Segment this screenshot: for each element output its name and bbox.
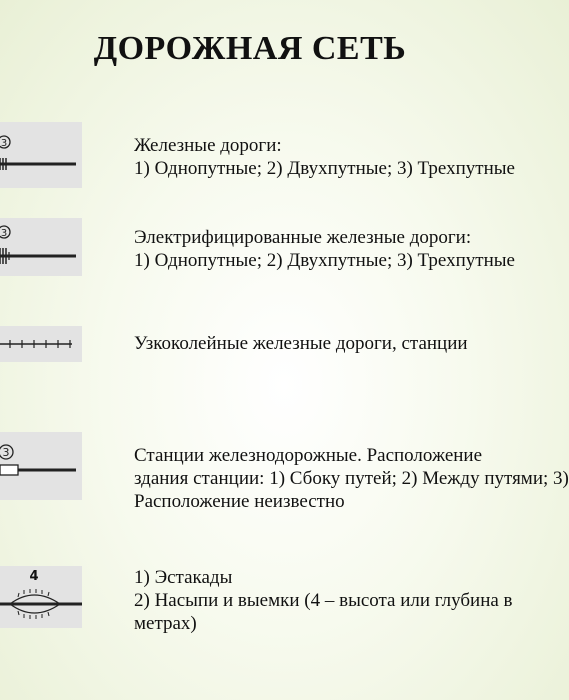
electrified-railway-symbol [0,218,82,276]
text-line: Узкоколейные железные дороги, станции [134,333,468,354]
overpass-embankment-symbol [0,566,82,628]
text-line: Электрифицированные железные дороги: [134,227,472,248]
page-title: ДОРОЖНАЯ СЕТЬ [93,30,407,67]
svg-text:3: 3 [0,228,8,239]
text-line: Станции железнодорожные. Расположение [134,445,483,466]
text-line: 2) Насыпи и выемки (4 – высота или глубина в [134,590,513,611]
text-line: 1) Однопутные; 2) Двухпутные; 3) Трехпутные [134,250,515,271]
railway-station-symbol [0,432,82,500]
overpass-embankment-description [134,566,513,635]
station-description [134,444,569,513]
narrow-gauge-description [134,332,500,355]
text-line: метрах) [134,613,197,634]
text-line: Железные дороги: [134,135,282,156]
text-line: Расположение неизвестно [134,491,345,512]
electrified-railway-description [134,226,515,272]
narrow-gauge-railway-symbol [0,326,82,362]
svg-text:3: 3 [0,138,8,149]
railway-symbol [0,122,82,188]
text-line: 1) Однопутные; 2) Двухпутные; 3) Трехпутные [134,158,515,179]
height-label: 4 [29,569,39,584]
svg-text:3: 3 [2,446,10,459]
text-line: 1) Эстакады [134,567,233,588]
railway-description [134,134,515,180]
text-line: здания станции: 1) Сбоку путей; 2) Между путями; 3) [134,468,569,489]
